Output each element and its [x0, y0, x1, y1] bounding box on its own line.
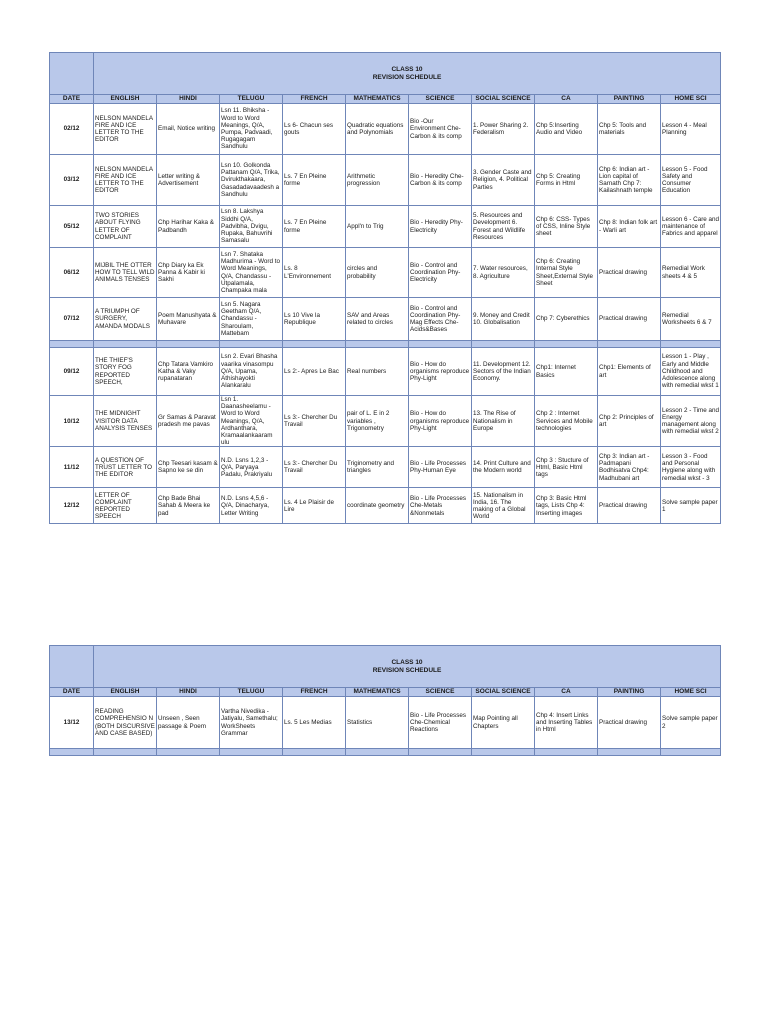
column-header: MATHEMATICS: [346, 95, 409, 104]
subject-cell: Bio - Heredity Phy-Electricity: [409, 206, 472, 248]
subject-cell: Email, Notice writing: [157, 104, 220, 155]
subject-cell: Practical drawing: [598, 248, 661, 298]
subject-cell: Chp 7: Cyberethics: [535, 298, 598, 341]
subject-cell: SAV and Areas related to circles: [346, 298, 409, 341]
revision-schedule-table-2: [49, 645, 720, 756]
column-header: TELUGU: [220, 95, 283, 104]
subject-cell: Chp 3: Indian art - Padmapani Bodhisatva Chp4: Madhubani art: [598, 447, 661, 488]
subject-cell: Lesson 6 - Care and maintenance of Fabrics and apparel: [661, 206, 721, 248]
date-cell: 02/12: [50, 104, 94, 155]
title-line-1: CLASS 10: [391, 658, 423, 666]
subject-cell: Statistics: [346, 697, 409, 749]
column-header: SCIENCE: [409, 688, 472, 697]
subject-cell: Poem Manushyata & Muhavare: [157, 298, 220, 341]
subject-cell: Lsn 7. Shataka Madhurima - Word to Word Meanings, Q/A, Chandassu - Utpalamala, Champaka mala: [220, 248, 283, 298]
column-header: SCIENCE: [409, 95, 472, 104]
subject-cell: Quadratic equations and Polynomials: [346, 104, 409, 155]
subject-cell: THE MIDNIGHT VISITOR DATA ANALYSIS TENSES: [94, 396, 157, 447]
corner-cell: [50, 53, 94, 95]
subject-cell: NELSON MANDELA FIRE AND ICE LETTER TO THE EDITOR: [94, 155, 157, 206]
column-header: SOCIAL SCIENCE: [472, 688, 535, 697]
subject-cell: Chp 2 : Internet Services and Mobile technologies: [535, 396, 598, 447]
corner-cell: [50, 646, 94, 688]
subject-cell: Bio - Control and Coordination Phy-Mag Effects Che-Acids&Bases: [409, 298, 472, 341]
subject-cell: Ls 2:- Apres Le Bac: [283, 348, 346, 396]
subject-cell: circles and probability: [346, 248, 409, 298]
subject-cell: 13. The Rise of Nationalism in Europe: [472, 396, 535, 447]
subject-cell: MIJBIL THE OTTER HOW TO TELL WILD ANIMALS TENSES: [94, 248, 157, 298]
subject-cell: Solve sample paper 1: [661, 488, 721, 524]
subject-cell: Bio - Life Processes Che-Chemical Reactions: [409, 697, 472, 749]
subject-cell: READING COMPREHENSIO N (BOTH DISCURSIVE AND CASE BASED): [94, 697, 157, 749]
subject-cell: Triginometry and triangles: [346, 447, 409, 488]
schedule-title: [94, 646, 721, 688]
schedule-row: [50, 396, 721, 447]
spacer-row: [50, 749, 721, 756]
column-header: MATHEMATICS: [346, 688, 409, 697]
subject-cell: Chp 3: Basic Html tags, Lists Chp 4: Inserting images: [535, 488, 598, 524]
subject-cell: 14. Print Culture and the Modern world: [472, 447, 535, 488]
schedule-row: [50, 298, 721, 341]
subject-cell: N.D. Lsns 4,5,6 - Q/A, Dinacharya, Letter Writing: [220, 488, 283, 524]
subject-cell: Chp 4: Insert Links and Inserting Tables in Html: [535, 697, 598, 749]
date-cell: 11/12: [50, 447, 94, 488]
subject-cell: Lesson 2 - Time and Energy management along with remedial wkst 2: [661, 396, 721, 447]
subject-cell: Bio -Our Environment Che-Carbon & its comp: [409, 104, 472, 155]
subject-cell: Ls 3:- Chercher Du Travail: [283, 396, 346, 447]
subject-cell: Bio - Life Processes Phy-Human Eye: [409, 447, 472, 488]
subject-cell: Lesson 1 - Play , Early and Middle Childhood and Adolescence along with remedial wkst 1: [661, 348, 721, 396]
schedule-row: [50, 155, 721, 206]
subject-cell: Chp 6: Creating Internal Style Sheet,External Style Sheet: [535, 248, 598, 298]
subject-cell: Ls. 7 En Pleine forme: [283, 206, 346, 248]
subject-cell: Ls. 7 En Pleine forme: [283, 155, 346, 206]
column-header: PAINTING: [598, 688, 661, 697]
date-cell: 09/12: [50, 348, 94, 396]
subject-cell: A QUESTION OF TRUST LETTER TO THE EDITOR: [94, 447, 157, 488]
subject-cell: Bio - Control and Coordination Phy-Electricity: [409, 248, 472, 298]
column-header: HINDI: [157, 688, 220, 697]
subject-cell: 1. Power Sharing 2. Federalism: [472, 104, 535, 155]
spacer-row: [50, 341, 721, 348]
subject-cell: Lsn 11. Bhiksha - Word to Word Meanings, Q/A, Pumpa, Padvaadi, Rugagagam Sandhulu: [220, 104, 283, 155]
date-cell: 13/12: [50, 697, 94, 749]
subject-cell: Chp 2: Principles of art: [598, 396, 661, 447]
column-header: HOME SCI: [661, 688, 721, 697]
subject-cell: Chp 5: Creating Forms in Html: [535, 155, 598, 206]
subject-cell: 9. Money and Credit 10. Globalisation: [472, 298, 535, 341]
subject-cell: Unseen , Seen passage & Poem: [157, 697, 220, 749]
subject-cell: coordinate geometry: [346, 488, 409, 524]
subject-cell: Real numbers: [346, 348, 409, 396]
subject-cell: Vartha Nivedika - Jatiyalu, Samethalu; WorkSheets Grammar: [220, 697, 283, 749]
subject-cell: Bio - Heredity Che-Carbon & its comp: [409, 155, 472, 206]
subject-cell: THE THIEF'S STORY FOG REPORTED SPEECH,: [94, 348, 157, 396]
subject-cell: Arithmetic progression: [346, 155, 409, 206]
date-cell: 12/12: [50, 488, 94, 524]
subject-cell: Chp Bade Bhai Sahab & Meera ke pad: [157, 488, 220, 524]
subject-cell: 3. Gender Caste and Religion, 4. Political Parties: [472, 155, 535, 206]
column-header: DATE: [50, 688, 94, 697]
subject-cell: pair of L. E in 2 variables , Trigonometry: [346, 396, 409, 447]
subject-cell: Remedial Work sheets 4 & 5: [661, 248, 721, 298]
subject-cell: Practical drawing: [598, 697, 661, 749]
date-cell: 06/12: [50, 248, 94, 298]
subject-cell: 11. Development 12. Sectors of the Indian Economy.: [472, 348, 535, 396]
column-header: ENGLISH: [94, 688, 157, 697]
subject-cell: Lesson 5 - Food Safety and Consumer Education: [661, 155, 721, 206]
schedule-title: [94, 53, 721, 95]
date-cell: 05/12: [50, 206, 94, 248]
column-header: CA: [535, 95, 598, 104]
subject-cell: Lsn 10. Golkonda Pattanam Q/A, Trika, Dvirukthakaara, Gasadadavaadesh a Sandhulu: [220, 155, 283, 206]
subject-cell: Lsn 1. Daanasheelamu - Word to Word Meanings, Q/A, Ardhanthara, Kramaalankaaram ulu: [220, 396, 283, 447]
subject-cell: Chp 6: Indian art - Lion capital of Sarnath Chp 7: Kailashnath temple: [598, 155, 661, 206]
subject-cell: Bio - How do organisms reproduce Phy-Light: [409, 348, 472, 396]
subject-cell: Ls. 4 Le Plaisir de Lire: [283, 488, 346, 524]
subject-cell: Chp1: Internet Basics: [535, 348, 598, 396]
column-header: CA: [535, 688, 598, 697]
subject-cell: N.D. Lsns 1,2,3 - Q/A, Paryaya Padalu, Prakriyalu: [220, 447, 283, 488]
subject-cell: Ls 3:- Chercher Du Travail: [283, 447, 346, 488]
subject-cell: Chp 6: CSS- Types of CSS, Inline Style sheet: [535, 206, 598, 248]
subject-cell: Ls 6- Chacun ses gouts: [283, 104, 346, 155]
schedule-table: [49, 52, 721, 524]
schedule-row: [50, 206, 721, 248]
subject-cell: Chp 5: Tools and materials: [598, 104, 661, 155]
subject-cell: Chp1: Elements of art: [598, 348, 661, 396]
subject-cell: Ls. 5 Les Medias: [283, 697, 346, 749]
date-cell: 07/12: [50, 298, 94, 341]
column-header: HOME SCI: [661, 95, 721, 104]
subject-cell: Lesson 4 - Meal Planning: [661, 104, 721, 155]
column-header: FRENCH: [283, 95, 346, 104]
schedule-row: [50, 348, 721, 396]
column-header: SOCIAL SCIENCE: [472, 95, 535, 104]
date-cell: 03/12: [50, 155, 94, 206]
column-header: HINDI: [157, 95, 220, 104]
subject-cell: Chp 5:Inserting Audio and Video: [535, 104, 598, 155]
schedule-table: [49, 645, 721, 756]
schedule-row: [50, 697, 721, 749]
subject-cell: Letter writing & Advertisement: [157, 155, 220, 206]
schedule-row: [50, 447, 721, 488]
subject-cell: Appl'n to Trig: [346, 206, 409, 248]
subject-cell: Practical drawing: [598, 298, 661, 341]
subject-cell: Ls 10 Vive la Republique: [283, 298, 346, 341]
subject-cell: Chp 8: Indian folk art - Warli art: [598, 206, 661, 248]
subject-cell: Gr Samas & Paravat pradesh me pavas: [157, 396, 220, 447]
subject-cell: 7. Water resources, 8. Agriculture: [472, 248, 535, 298]
schedule-row: [50, 104, 721, 155]
subject-cell: Chp 3 : Stucture of Html, Basic Html tags: [535, 447, 598, 488]
subject-cell: Bio - How do organisms reproduce Phy-Light: [409, 396, 472, 447]
subject-cell: Solve sample paper 2: [661, 697, 721, 749]
subject-cell: Lsn 5. Nagara Geetham Q/A, Chandassu - Sharoulam, Mattebam: [220, 298, 283, 341]
subject-cell: Chp Teesari kasam & Sapno ke se din: [157, 447, 220, 488]
subject-cell: A TRIUMPH OF SURGERY, AMANDA MODALS: [94, 298, 157, 341]
subject-cell: Remedial Worksheets 6 & 7: [661, 298, 721, 341]
subject-cell: Practical drawing: [598, 488, 661, 524]
column-header: ENGLISH: [94, 95, 157, 104]
column-header: PAINTING: [598, 95, 661, 104]
subject-cell: Ls. 8 L'Environnement: [283, 248, 346, 298]
schedule-row: [50, 488, 721, 524]
subject-cell: LETTER OF COMPLAINT REPORTED SPEECH: [94, 488, 157, 524]
revision-schedule-table-1: [49, 52, 720, 524]
column-header: DATE: [50, 95, 94, 104]
schedule-row: [50, 248, 721, 298]
subject-cell: 15. Nationalism in India, 16. The making of a Global World: [472, 488, 535, 524]
date-cell: 10/12: [50, 396, 94, 447]
title-line-2: REVISION SCHEDULE: [372, 666, 442, 674]
column-header: TELUGU: [220, 688, 283, 697]
subject-cell: NELSON MANDELA FIRE AND ICE LETTER TO THE EDITOR: [94, 104, 157, 155]
subject-cell: Lsn 2. Evari Bhasha vaarika vinasompu Q/A, Upama, Athishayokti Alankaralu: [220, 348, 283, 396]
subject-cell: Lsn 8. Lakshya Siddhi Q/A, Padvibha, Dvigu, Rupaka, Bahuvrihi Samasalu: [220, 206, 283, 248]
subject-cell: Chp Tatara Vamkiro Katha & Vaky rupanataran: [157, 348, 220, 396]
subject-cell: Bio - Life Processes Che-Metals &Nonmetals: [409, 488, 472, 524]
subject-cell: TWO STORIES ABOUT FLYING LETTER OF COMPLAINT: [94, 206, 157, 248]
subject-cell: Lesson 3 - Food and Personal Hygiene along with remedial wkst - 3: [661, 447, 721, 488]
subject-cell: Chp Diary ka Ek Panna & Kabir ki Sakhi: [157, 248, 220, 298]
subject-cell: Map Pointing all Chapters: [472, 697, 535, 749]
subject-cell: 5. Resources and Development 6. Forest and Wildlife Resources: [472, 206, 535, 248]
title-line-1: CLASS 10: [391, 65, 423, 73]
column-header: FRENCH: [283, 688, 346, 697]
subject-cell: Chp Harihar Kaka & Padbandh: [157, 206, 220, 248]
title-line-2: REVISION SCHEDULE: [372, 73, 442, 81]
